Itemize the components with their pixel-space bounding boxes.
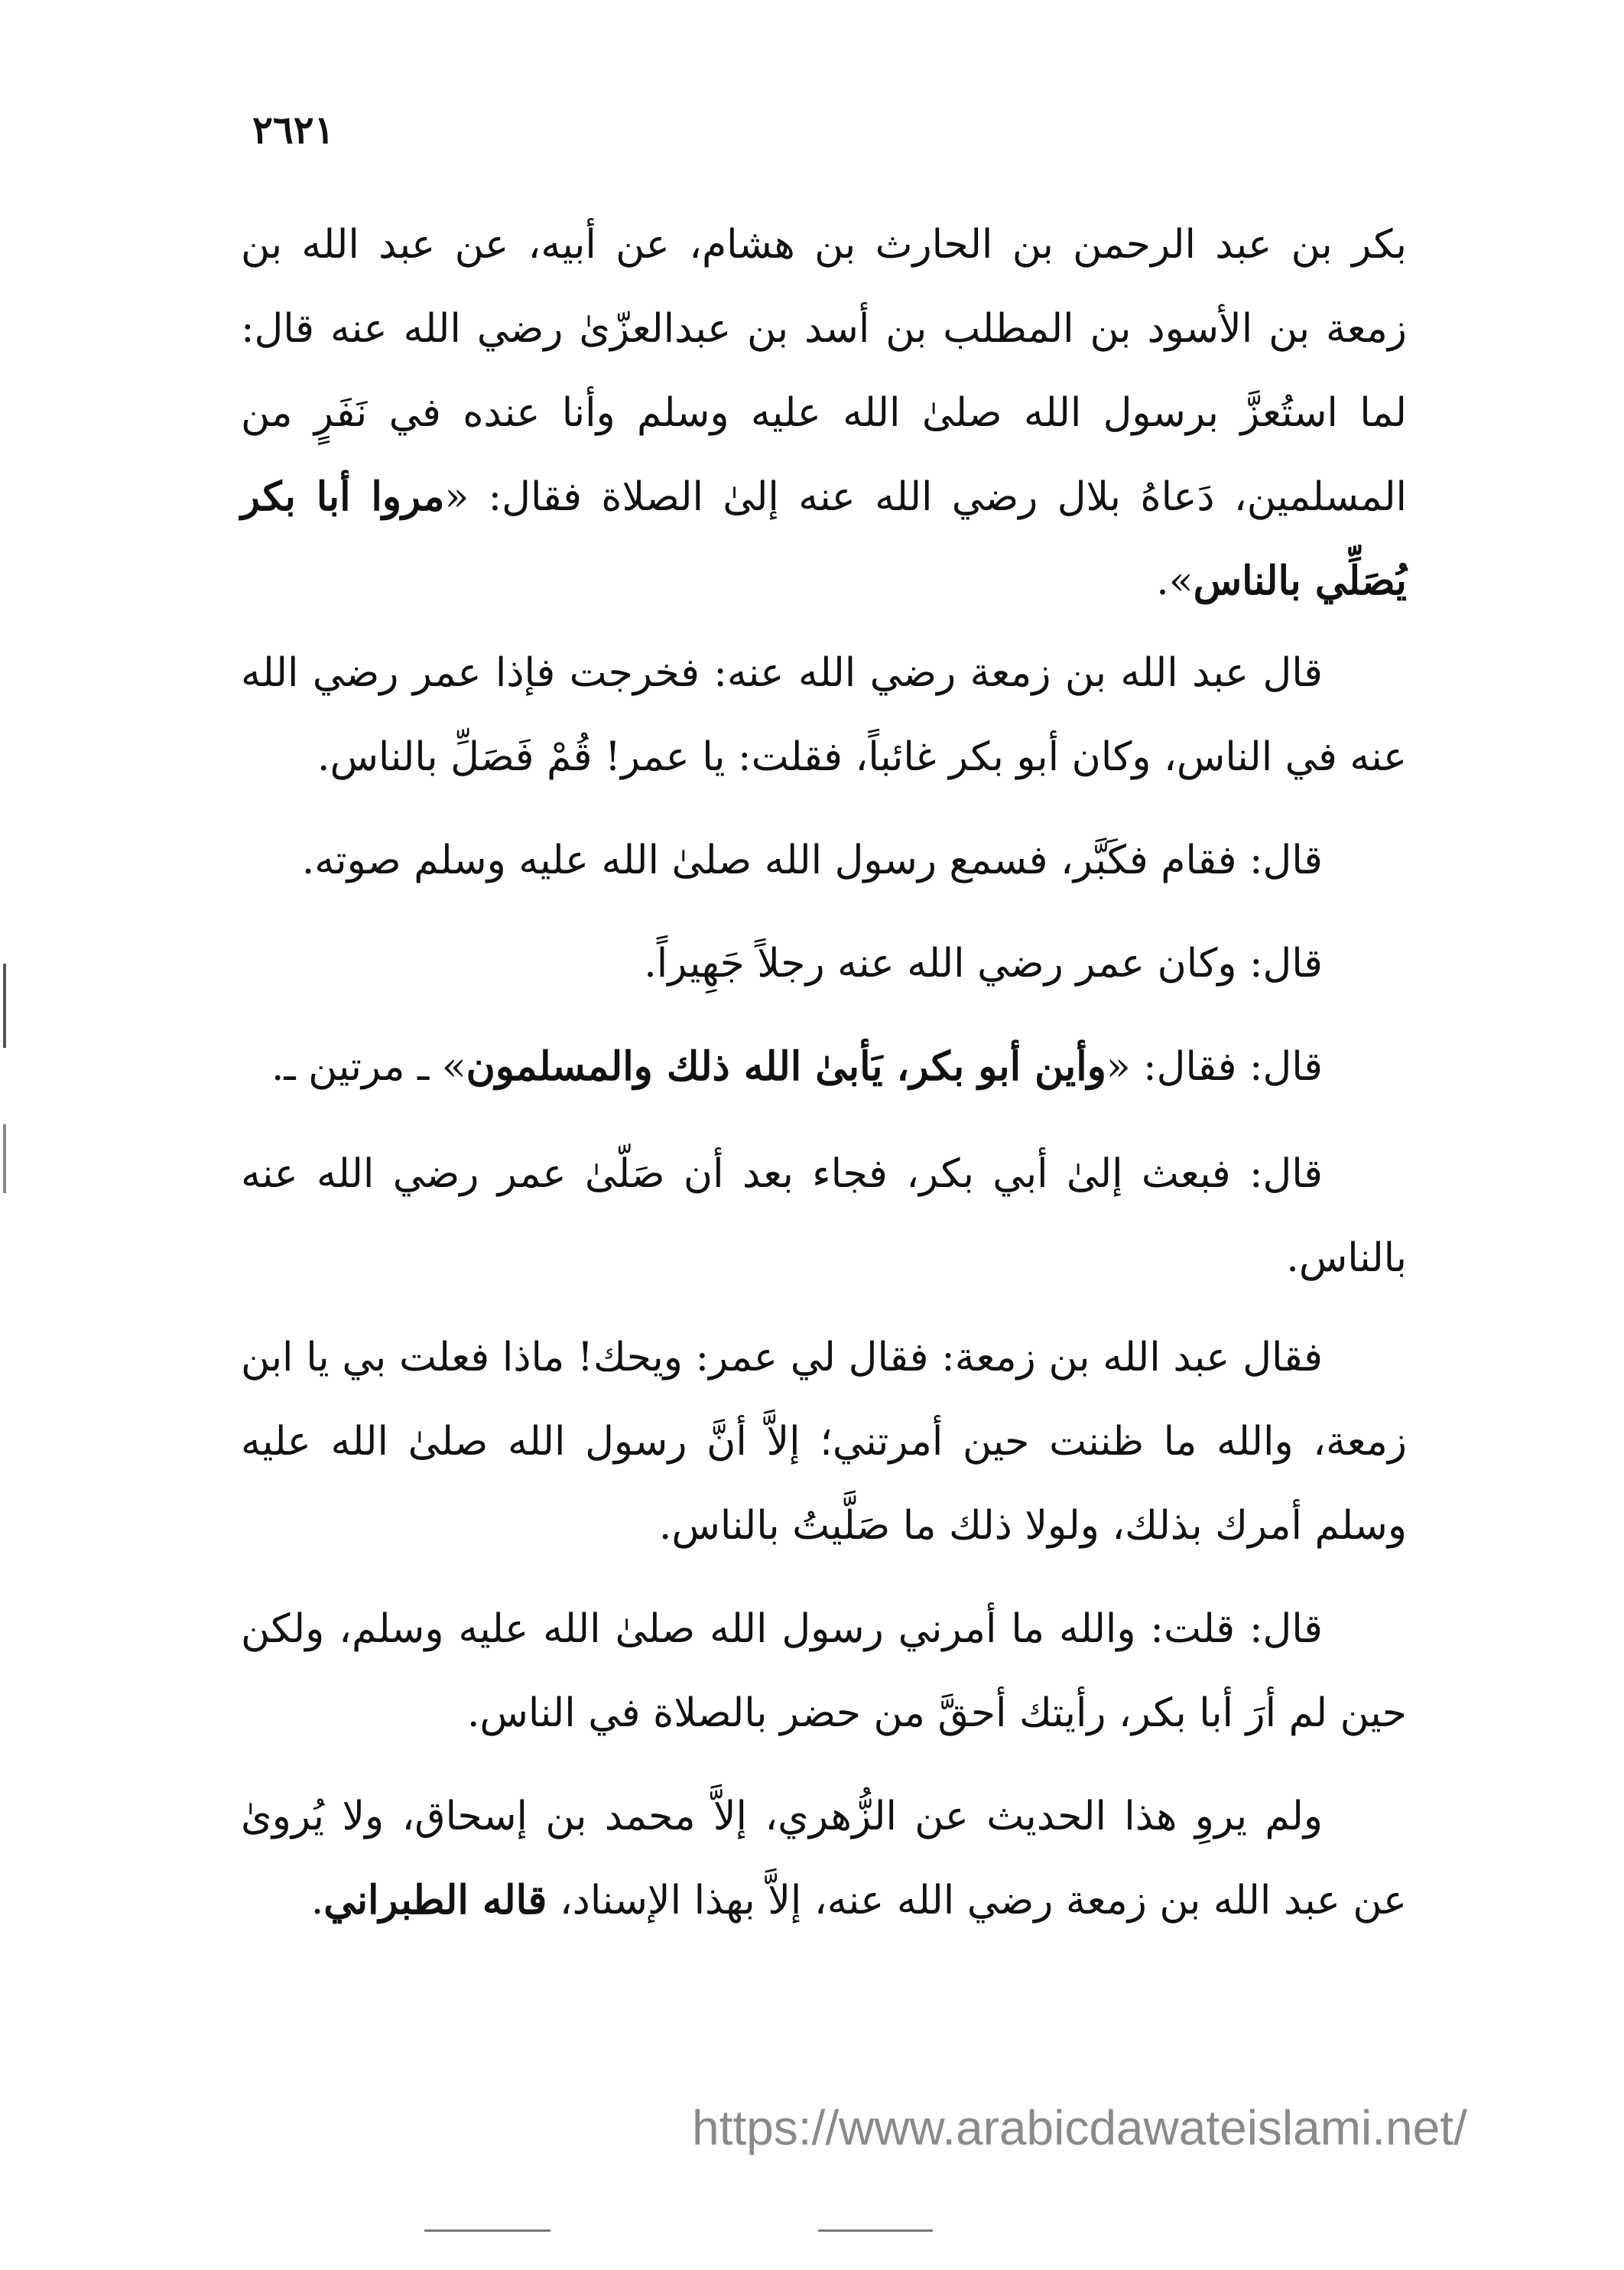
scan-edge-mark-2 [3,1124,6,1193]
paragraph-1-end: ». [1156,558,1194,604]
main-text [241,203,1407,623]
paragraph-9-attribution: قاله الطبراني [323,1877,547,1924]
paragraph-4: قال: وكان عمر رضي الله عنه رجلاً جَهِيراً. [644,941,1323,987]
paragraph-5-quote: وأين أبو بكر، يَأبىٰ الله ذلك والمسلمون [466,1043,1106,1090]
main-text-2 [241,631,1407,799]
main-text-3 [241,818,1407,902]
main-text-7 [241,1315,1407,1568]
paragraph-2: قال عبد الله بن زمعة رضي الله عنه: فخرجت فإذا عمر رضي الله عنه في الناس، وكان أبو بكر غائباً، فقلت: يا عمر! قُمْ فَصَلِّ بالناس. [241,650,1407,780]
paragraph-7: فقال عبد الله بن زمعة: فقال لي عمر: ويحك! ماذا فعلت بي يا ابن زمعة، والله ما ظننت حين أمرتني؛ إلاَّ أنَّ رسول الله صلىٰ الله عليه وسلم أمرك بذلك، ولولا ذلك ما صَلَّيتُ بالناس. [241,1335,1407,1549]
paragraph-1-text: بكر بن عبد الرحمن بن الحارث بن هشام، عن أبيه، عن عبد الله بن زمعة بن الأسود بن المطلب بن أسد بن عبدالعزّىٰ رضي الله عنه قال: لما استُعزَّ برسول الله صلىٰ الله عليه وسلم وأنا عنده في نَفَرٍ من المسلمين، دَعاهُ بلال رضي الله عنه إلىٰ الصلاة فقال: « [241,222,1407,520]
paragraph-9-text: ولم يروِ هذا الحديث عن الزُّهري، إلاَّ محمد بن إسحاق، ولا يُروىٰ عن عبد الله بن زمعة رضي الله عنه، إلاَّ بهذا الإسناد، [241,1794,1407,1924]
paragraph-6: قال: فبعث إلىٰ أبي بكر، فجاء بعد أن صَلّىٰ عمر رضي الله عنه بالناس. [241,1151,1407,1281]
paragraph-5-start: قال: فقال: « [1106,1044,1323,1090]
main-text-5 [241,1025,1407,1109]
page-number: ٢٦٢١ [252,107,335,152]
scan-edge-mark [3,964,6,1048]
paragraph-5-end: » ـ مرتين ـ. [271,1044,466,1090]
main-text-9 [241,1774,1407,1943]
watermark-url: https://www.arabicdawateislami.net/ [692,2100,1467,2155]
paragraph-5 [241,1025,1407,1109]
main-text-8 [241,1587,1407,1755]
paragraph-1-quote: مروا أبا بكر يُصَلِّي بالناس [241,473,1407,604]
paragraph-1 [241,203,1407,623]
paragraph-9 [241,1774,1407,1943]
paragraph-9-end: . [310,1878,324,1924]
main-text-6 [241,1132,1407,1300]
main-text-4 [241,922,1407,1006]
paragraph-3: قال: فقام فكَبَّر، فسمع رسول الله صلىٰ الله عليه وسلم صوته. [301,837,1323,883]
bottom-rule-right [818,2229,933,2232]
bottom-rule-left [424,2229,551,2232]
paragraph-8: قال: قلت: والله ما أمرني رسول الله صلىٰ الله عليه وسلم، ولكن حين لم أرَ أبا بكر، رأيتك أحقَّ من حضر بالصلاة في الناس. [241,1606,1407,1736]
